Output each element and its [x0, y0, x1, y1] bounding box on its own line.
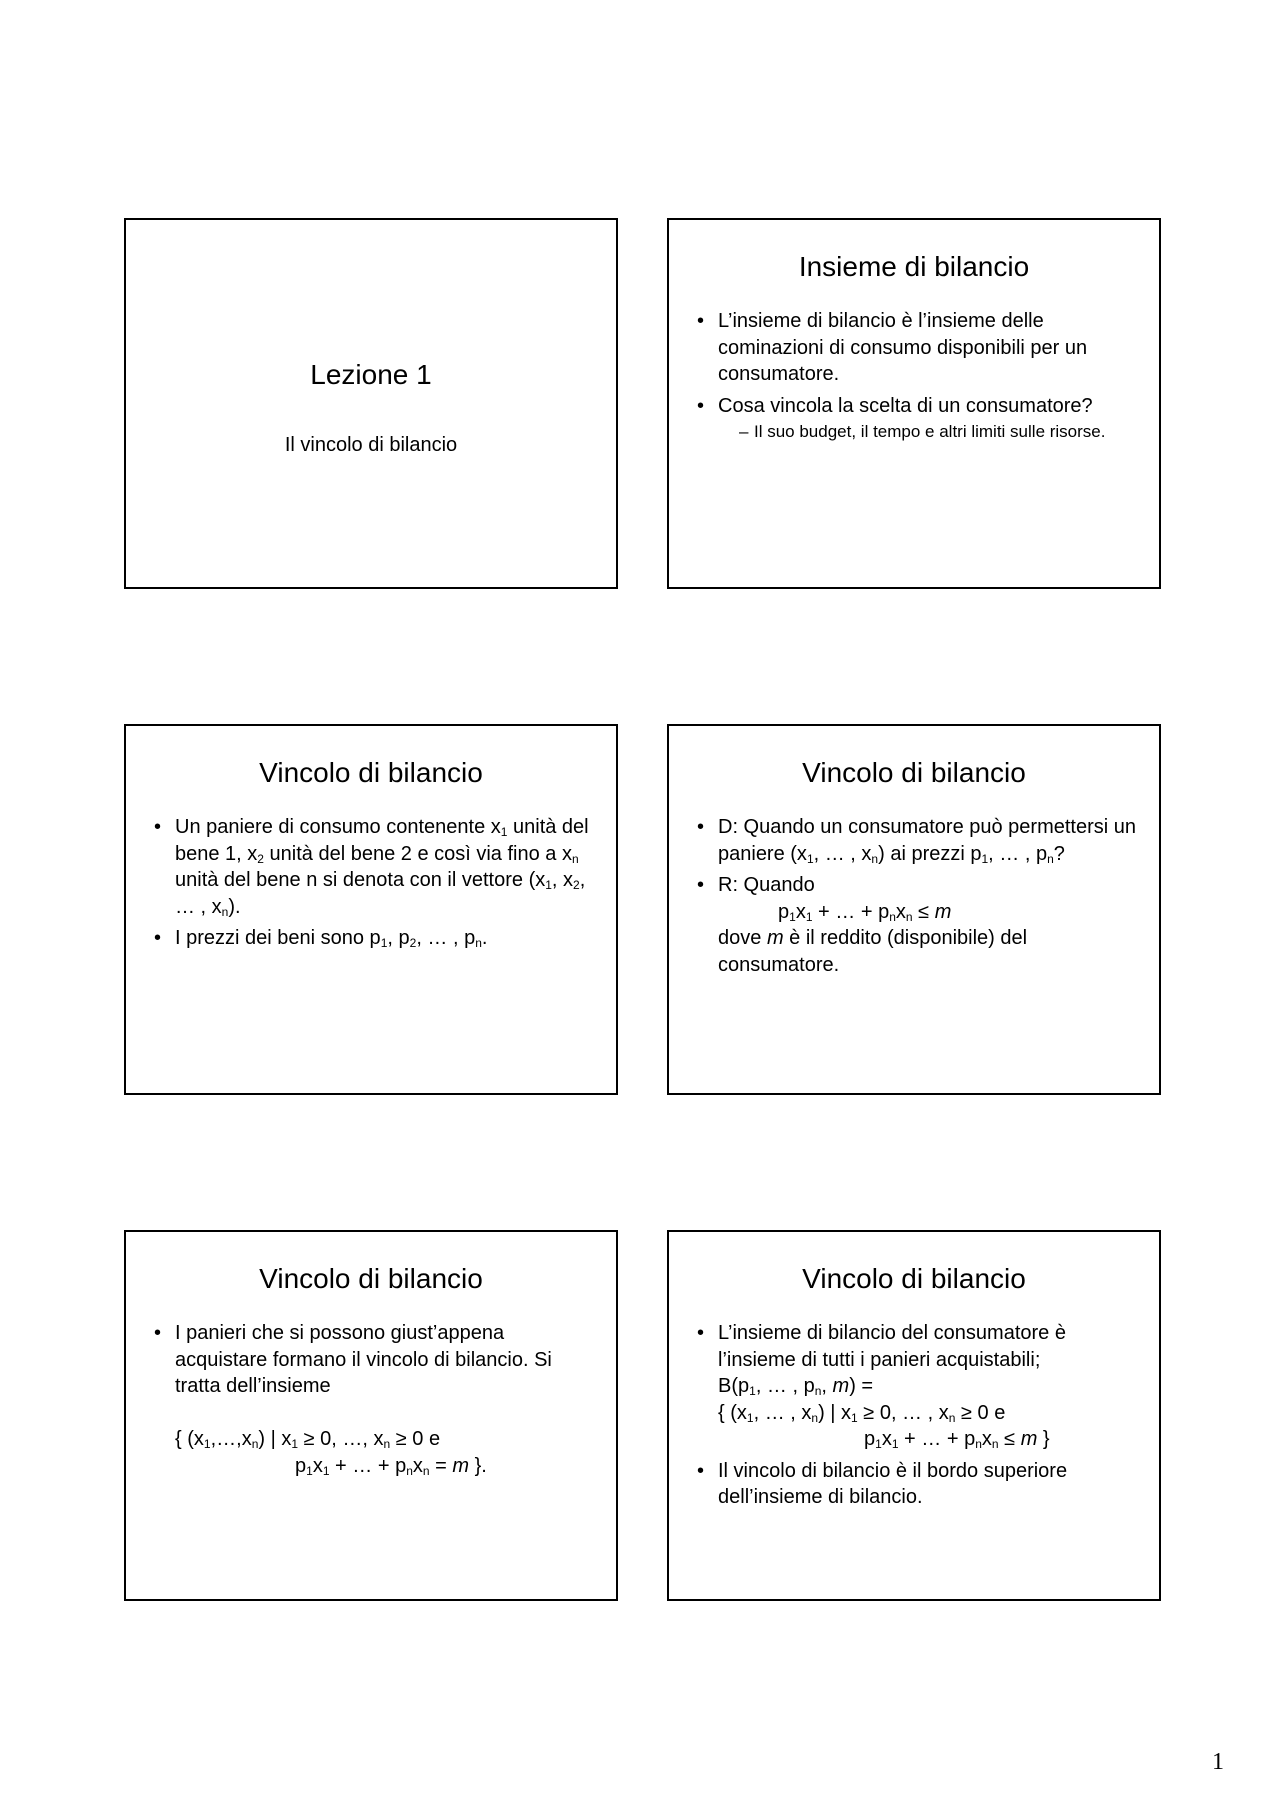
- bullet-item: [697, 1320, 1141, 1453]
- slide-body: [154, 1320, 598, 1484]
- slide-vincolo-di-bilancio-3: [124, 1230, 618, 1601]
- bullet-text: I prezzi dei beni sono $p_1$, $p_2$, … , $p_n$.: [175, 927, 488, 950]
- slide-body: [697, 1320, 1141, 1516]
- set-formula-line-1: { ($x_1$, … , $x_n$) | $x_1 \ge 0$, … , $x_n \ge 0$ e: [718, 1401, 1006, 1425]
- slide-body: [697, 308, 1141, 448]
- set-formula-line-2: $p_1x_1$ + … + $p_nx_n = m$ }.: [295, 1454, 487, 1478]
- sub-bullet-item: [718, 421, 1141, 443]
- bullet-icon: •: [697, 310, 705, 332]
- bullet-item: [154, 814, 598, 920]
- bullet-item: [697, 814, 1141, 867]
- bullet-icon: •: [154, 927, 162, 949]
- slide-lezione-1: [124, 218, 618, 589]
- set-formula-line-2: $p_1x_1$ + … + $p_nx_n \le m$ }: [864, 1428, 1050, 1451]
- bullet-item: [154, 925, 598, 952]
- bullet-icon: •: [697, 394, 705, 417]
- spacer: [175, 1400, 598, 1427]
- slide-vincolo-di-bilancio-1: [124, 724, 618, 1095]
- page-number: 1: [1212, 1749, 1224, 1775]
- slide-body: [154, 814, 598, 957]
- bullet-icon: •: [154, 816, 162, 838]
- bullet-item: [697, 872, 1141, 978]
- slide-vincolo-di-bilancio-4: [667, 1230, 1161, 1601]
- bullet-item: [697, 393, 1141, 444]
- slide-title: Vincolo di bilancio: [259, 1263, 483, 1294]
- bullet-text: L’insieme di bilancio del consumatore è l’insieme di tutti i panieri acquistabili;: [718, 1322, 1066, 1371]
- bullet-icon: •: [154, 1322, 162, 1344]
- bullet-icon: •: [697, 816, 705, 838]
- bullet-item: [697, 308, 1141, 388]
- bullet-text: L’insieme di bilancio è l’insieme delle cominazioni di consumo disponibili per un consumatore.: [718, 310, 1088, 385]
- bullet-item: [697, 1458, 1141, 1511]
- formula-line: $p_1x_1$ + … + $p_nx_n \le m$: [778, 900, 952, 924]
- bullet-icon: •: [697, 1322, 705, 1344]
- sub-bullet-text: Il suo budget, il tempo e altri limiti sulle risorse.: [754, 422, 1106, 441]
- slide-title: Vincolo di bilancio: [802, 757, 1026, 788]
- bullet-icon: •: [697, 874, 705, 896]
- budget-set-definition: $B(p_1$, … , $p_n$, m) =: [718, 1375, 874, 1398]
- bullet-text: R: Quando: [718, 874, 815, 896]
- slide-title: Insieme di bilancio: [798, 251, 1030, 282]
- slide-title: Lezione 1: [310, 359, 432, 390]
- slide-subtitle: Il vincolo di bilancio: [284, 434, 458, 456]
- slide-title: Vincolo di bilancio: [802, 1263, 1026, 1294]
- set-formula-line-1: { $(x_1,\dots,x_n)$ | $x_1 \ge 0$, …, $x_n \ge 0$ e: [175, 1428, 441, 1451]
- slide-body: [697, 814, 1141, 983]
- formula-note: dove m è il reddito (disponibile) del consumatore.: [718, 927, 1028, 976]
- bullet-text: Cosa vincola la scelta di un consumatore?: [718, 394, 1093, 417]
- bullet-text: I panieri che si possono giust’appena acquistare formano il vincolo di bilancio. Si tratta dell’insieme: [175, 1322, 552, 1397]
- slide-vincolo-di-bilancio-2: [667, 724, 1161, 1095]
- slide-title: Vincolo di bilancio: [259, 757, 483, 788]
- bullet-item: [154, 1320, 598, 1479]
- dash-icon: –: [739, 422, 749, 441]
- slide-insieme-di-bilancio: [667, 218, 1161, 589]
- bullet-icon: •: [697, 1459, 705, 1482]
- bullet-text: D: Quando un consumatore può permettersi un paniere ($x_1$, … , $x_n$) ai prezzi $p_1$, … , $p_n$?: [718, 816, 1137, 866]
- bullet-text: Il vincolo di bilancio è il bordo superiore dell’insieme di bilancio.: [718, 1459, 1068, 1508]
- bullet-text: Un paniere di consumo contenente $x_1$ unità del bene 1, $x_2$ unità del bene 2 e così via fino a $x_n$ unità del bene n si denota con il vettore ($x_1$, $x_2$, … , $x_n$).: [175, 816, 589, 919]
